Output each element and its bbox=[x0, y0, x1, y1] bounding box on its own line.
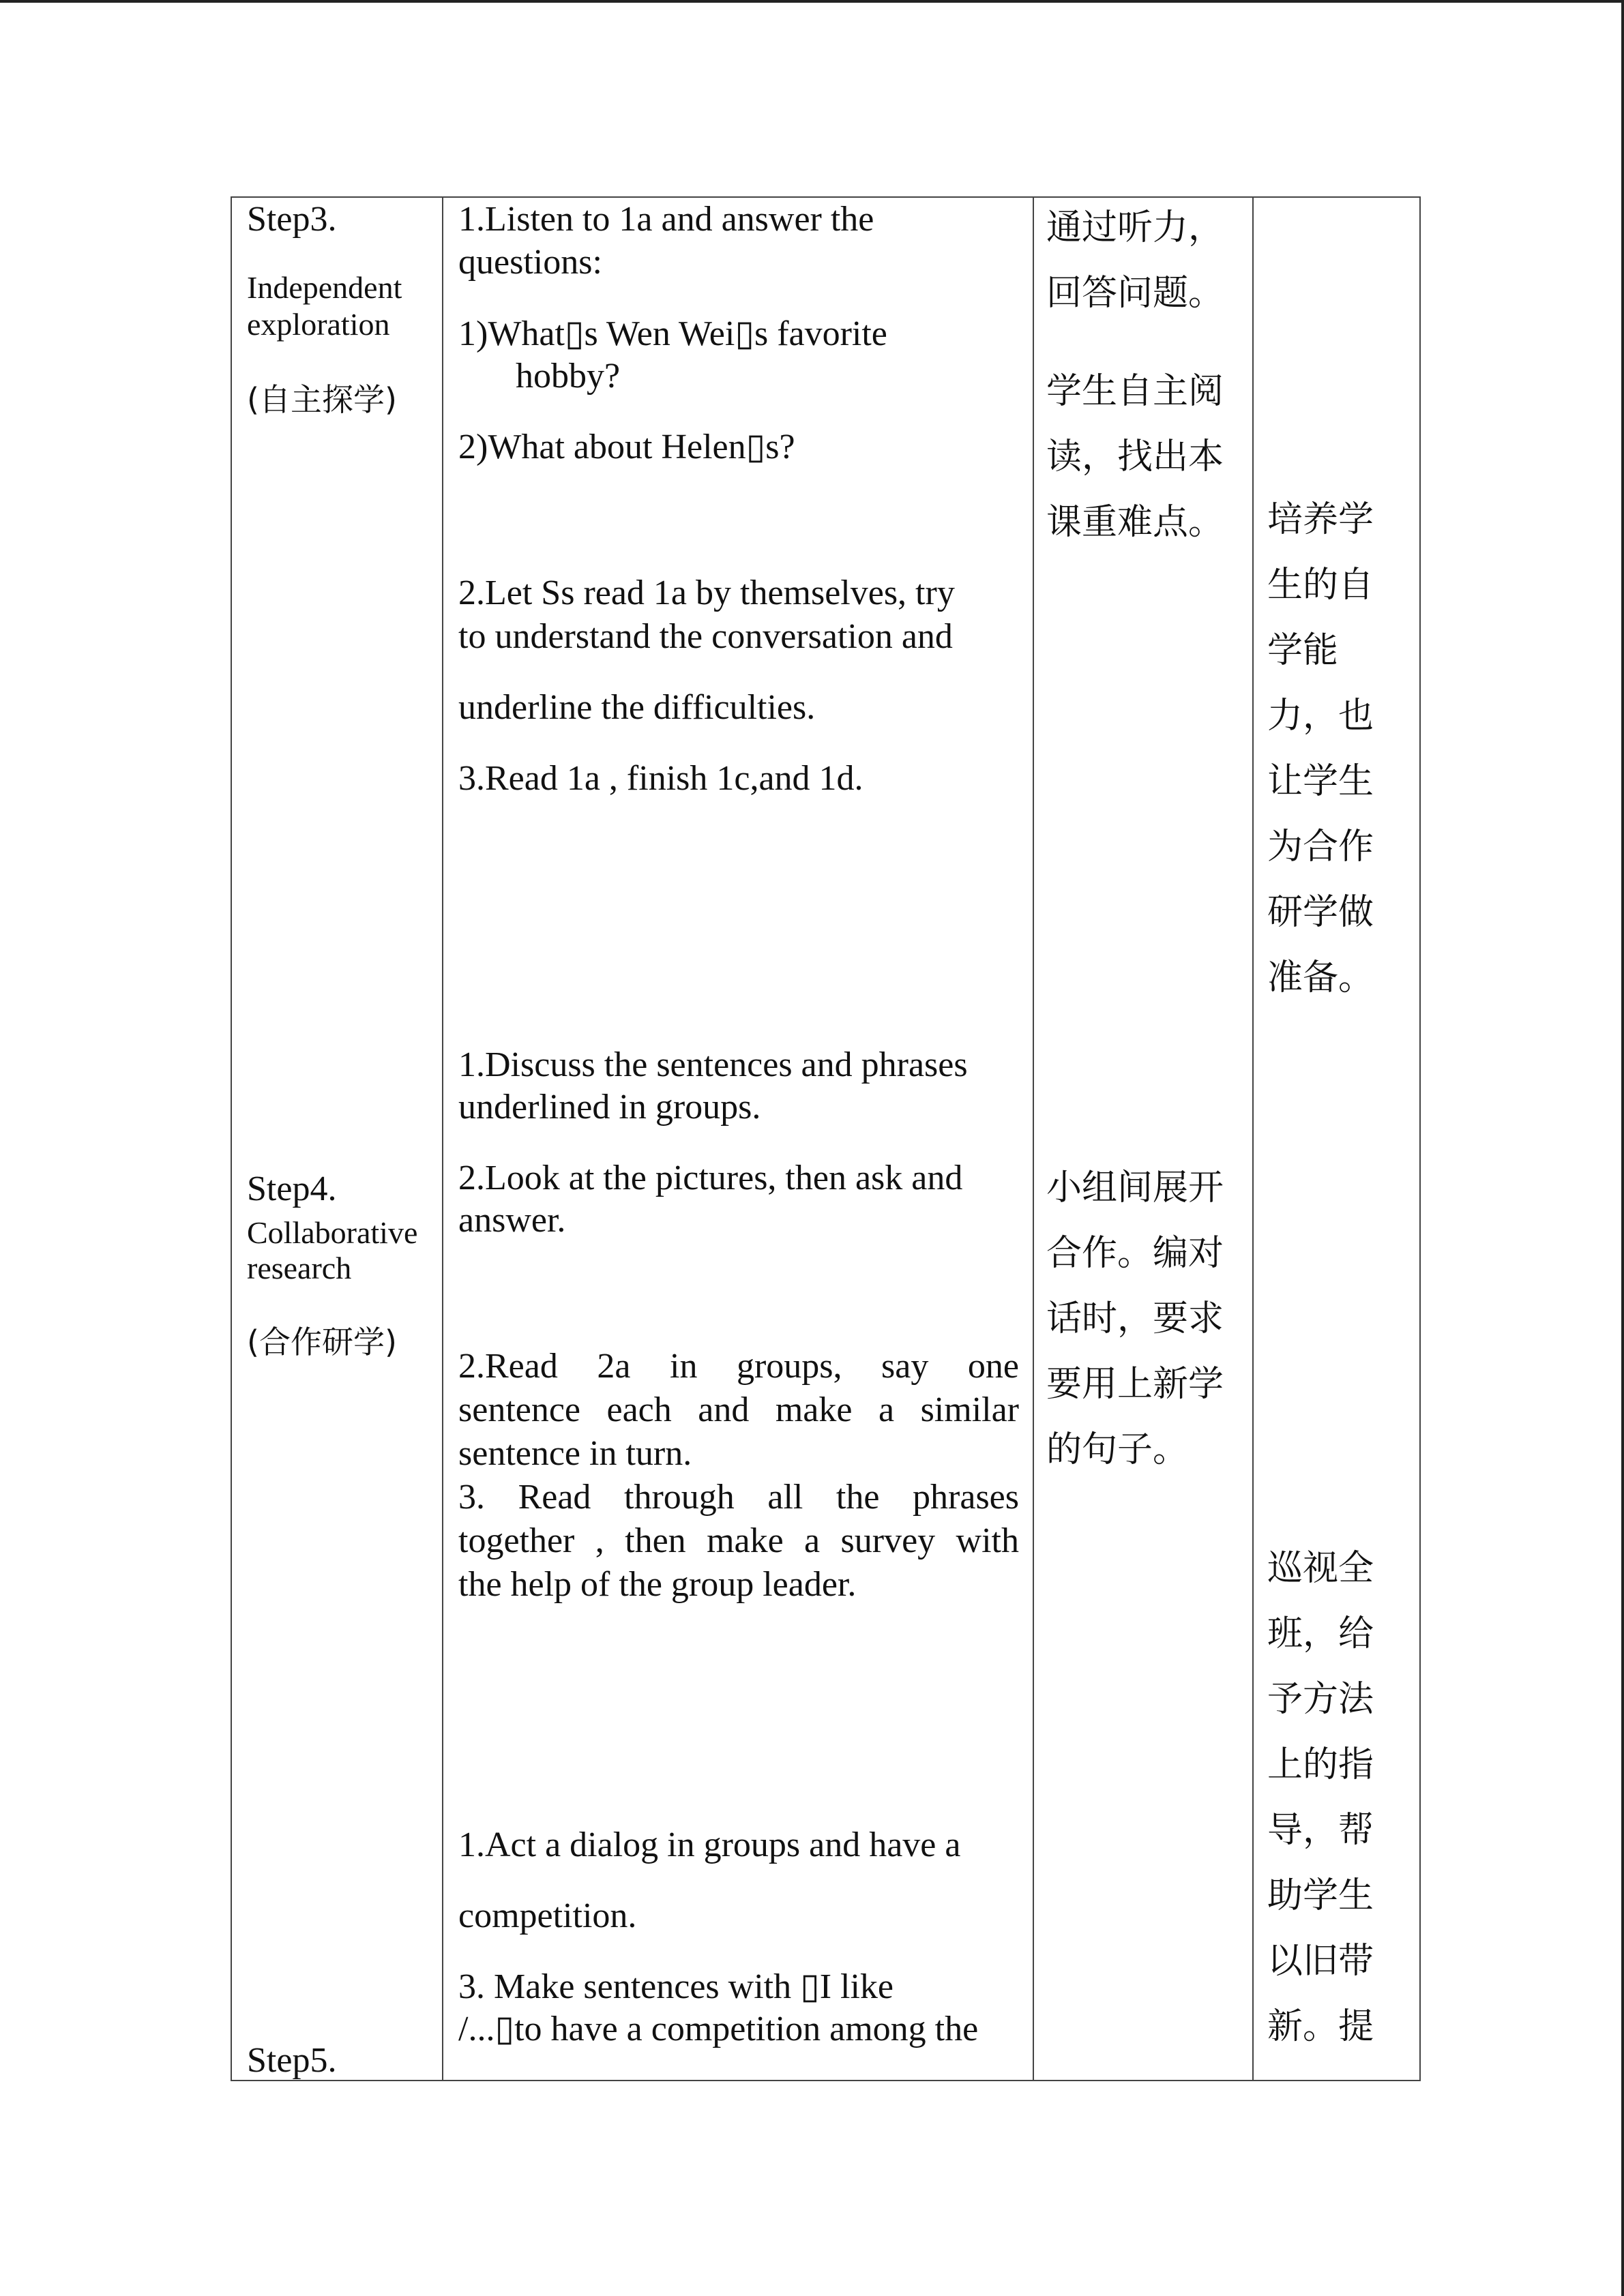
page-top-border bbox=[0, 0, 1624, 3]
note-line: 回答问题。 bbox=[1046, 273, 1224, 314]
note-line: 合作。编对 bbox=[1046, 1233, 1224, 1274]
activity-line: hobby? bbox=[516, 357, 621, 396]
intent-line: 班，给 bbox=[1267, 1613, 1374, 1654]
column-divider bbox=[1252, 198, 1254, 2080]
note-line: 小组间展开 bbox=[1046, 1167, 1224, 1208]
activity-line: 3. Make sentences with ▯I like bbox=[458, 1967, 894, 2006]
activity-line: 3. Read through all the phrases bbox=[458, 1478, 1019, 1517]
intent-line: 予方法 bbox=[1267, 1679, 1374, 1720]
step3-title: Step3. bbox=[247, 200, 337, 239]
intent-line: 助学生 bbox=[1267, 1875, 1374, 1916]
activity-line: the help of the group leader. bbox=[458, 1565, 857, 1604]
note-line: 课重难点。 bbox=[1046, 502, 1224, 543]
step4-name-line1: Collaborative bbox=[247, 1215, 418, 1250]
intent-line: 准备。 bbox=[1267, 957, 1374, 998]
step4-name-line2: research bbox=[247, 1251, 352, 1285]
step4-title: Step4. bbox=[247, 1169, 337, 1208]
activity-line: underline the difficulties. bbox=[458, 688, 816, 727]
activity-line: sentence in turn. bbox=[458, 1434, 692, 1473]
intent-line: 研学做 bbox=[1267, 892, 1374, 933]
intent-line: 导，帮 bbox=[1267, 1810, 1374, 1851]
intent-line: 上的指 bbox=[1267, 1744, 1374, 1785]
intent-line: 以旧带 bbox=[1267, 1941, 1374, 1982]
note-line: 话时，要求 bbox=[1046, 1298, 1224, 1339]
activity-line: underlined in groups. bbox=[458, 1088, 761, 1127]
intent-line: 生的自 bbox=[1267, 565, 1374, 606]
column-divider bbox=[442, 198, 443, 2080]
column-divider bbox=[1033, 198, 1034, 2080]
activity-line: /...▯to have a competition among the bbox=[458, 2010, 979, 2048]
note-line: 要用上新学 bbox=[1046, 1364, 1224, 1405]
activity-line: 3.Read 1a , finish 1c,and 1d. bbox=[458, 759, 863, 798]
step3-name-line1: Independent bbox=[247, 270, 402, 305]
intent-line: 培养学 bbox=[1267, 499, 1374, 540]
intent-line: 巡视全 bbox=[1267, 1548, 1374, 1589]
step5-title: Step5. bbox=[247, 2041, 337, 2080]
lesson-plan-table bbox=[231, 196, 1421, 2081]
step4-cn-label: (合作研学) bbox=[247, 1324, 397, 1360]
activity-line: competition. bbox=[458, 1896, 637, 1935]
activity-line: together , then make a survey with bbox=[458, 1521, 1019, 1560]
activity-line: 2.Let Ss read 1a by themselves, try bbox=[458, 573, 955, 612]
activity-line: sentence each and make a similar bbox=[458, 1390, 1019, 1429]
step3-name-line2: exploration bbox=[247, 307, 390, 342]
activity-line: 2)What about Helen▯s? bbox=[458, 428, 795, 466]
step3-cn-label: (自主探学) bbox=[247, 381, 397, 418]
intent-line: 让学生 bbox=[1267, 761, 1374, 802]
note-line: 的句子。 bbox=[1046, 1429, 1189, 1470]
activity-line: 1.Listen to 1a and answer the bbox=[458, 200, 874, 239]
activity-line: 2.Read 2a in groups, say one bbox=[458, 1347, 1019, 1386]
activity-line: 1)What▯s Wen Wei▯s favorite bbox=[458, 314, 887, 353]
activity-line: questions: bbox=[458, 243, 602, 282]
activity-line: to understand the conversation and bbox=[458, 617, 953, 656]
activity-line: answer. bbox=[458, 1201, 566, 1240]
activity-line: 1.Act a dialog in groups and have a bbox=[458, 1825, 961, 1864]
note-line: 读，找出本 bbox=[1046, 436, 1224, 477]
note-line: 学生自主阅 bbox=[1046, 371, 1224, 412]
intent-line: 学能 bbox=[1267, 630, 1339, 671]
activity-line: 2.Look at the pictures, then ask and bbox=[458, 1159, 963, 1197]
activity-line: 1.Discuss the sentences and phrases bbox=[458, 1045, 968, 1084]
intent-line: 新。提 bbox=[1267, 2006, 1374, 2047]
note-line: 通过听力， bbox=[1046, 207, 1224, 248]
intent-line: 为合作 bbox=[1267, 826, 1374, 867]
intent-line: 力，也 bbox=[1267, 696, 1374, 736]
page-right-border bbox=[1621, 0, 1624, 2296]
